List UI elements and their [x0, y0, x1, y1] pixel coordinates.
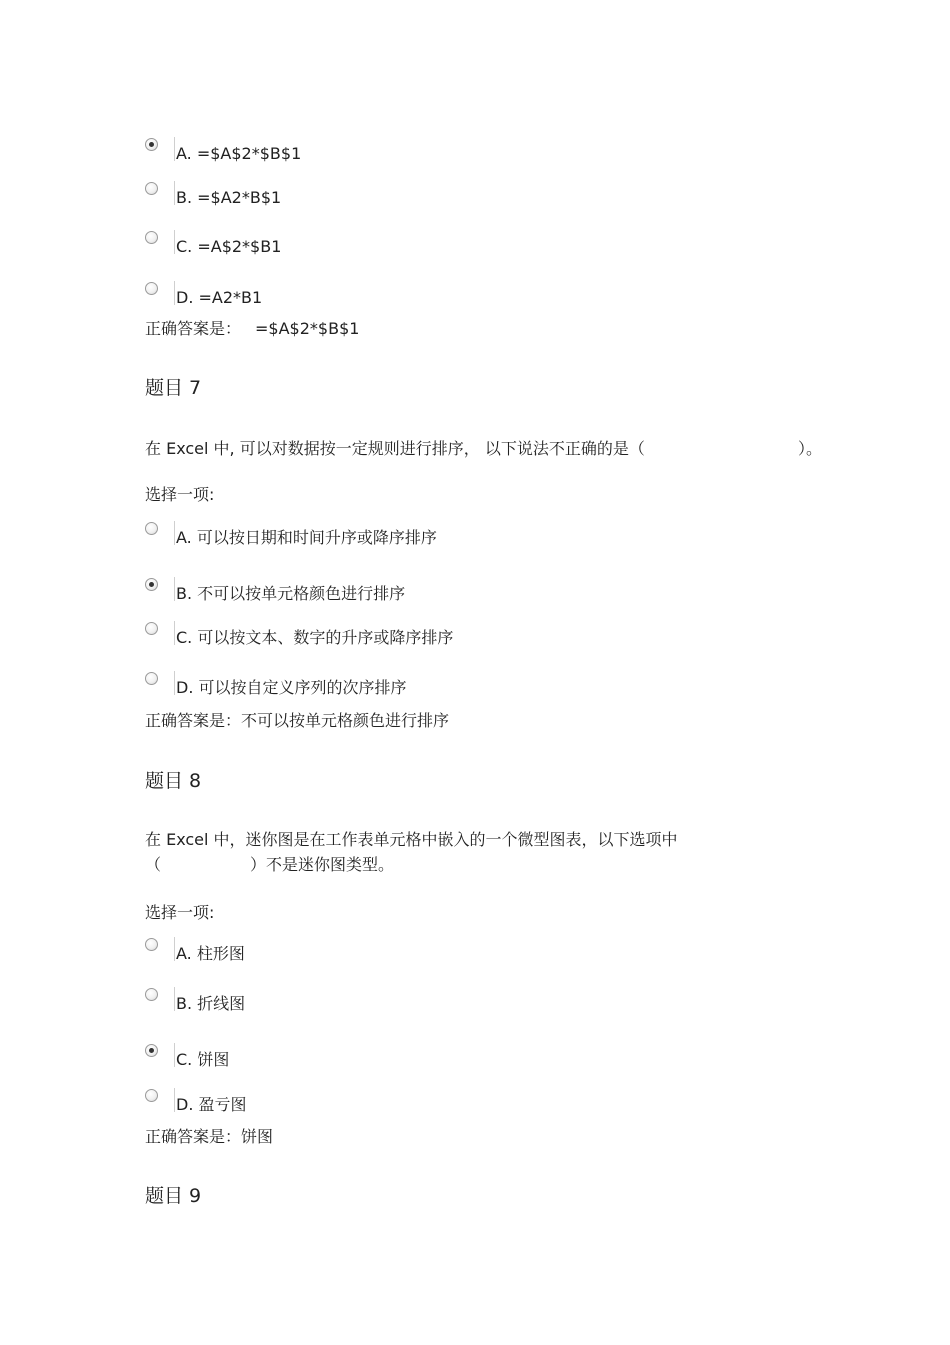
radio-icon[interactable] — [145, 522, 158, 535]
divider — [174, 1043, 175, 1067]
option-label: A. 可以按日期和时间升序或降序排序 — [176, 528, 437, 547]
option-label: C. 可以按文本、数字的升序或降序排序 — [176, 628, 454, 647]
option-label: A. =$A$2*$B$1 — [176, 144, 302, 163]
q7-question: 在 Excel 中, 可以对数据按一定规则进行排序， 以下说法不正确的是（ — [145, 439, 645, 458]
q7-title: 题目 7 — [145, 377, 202, 399]
option-label: A. 柱形图 — [176, 944, 245, 963]
divider — [174, 521, 175, 545]
divider — [174, 577, 175, 601]
divider — [174, 937, 175, 961]
radio-icon[interactable] — [145, 938, 158, 951]
option-label: C. =A$2*$B1 — [176, 237, 282, 256]
radio-icon[interactable] — [145, 672, 158, 685]
q9-title: 题目 9 — [145, 1185, 202, 1207]
divider — [174, 230, 175, 254]
q8-question-line2-rest: ）不是迷你图类型。 — [250, 855, 395, 874]
radio-icon[interactable] — [145, 231, 158, 244]
answer-label: 正确答案是： — [145, 319, 242, 338]
option-label: D. =A2*B1 — [176, 288, 263, 307]
radio-selected-icon[interactable] — [145, 138, 158, 151]
radio-selected-icon[interactable] — [145, 1044, 158, 1057]
q7-correct-answer: 正确答案是：不可以按单元格颜色进行排序 — [145, 711, 450, 730]
q7-question-end: ）。 — [798, 439, 823, 458]
radio-icon[interactable] — [145, 1089, 158, 1102]
divider — [174, 671, 175, 695]
q7-prompt: 选择一项: — [145, 485, 215, 504]
q8-question-line2-open: （ — [145, 855, 162, 874]
divider — [174, 137, 175, 161]
q8-prompt: 选择一项: — [145, 903, 215, 922]
option-label: D. 可以按自定义序列的次序排序 — [176, 678, 407, 697]
option-label: B. =$A2*B$1 — [176, 188, 282, 207]
radio-icon[interactable] — [145, 988, 158, 1001]
radio-icon[interactable] — [145, 282, 158, 295]
divider — [174, 181, 175, 205]
q8-title: 题目 8 — [145, 770, 202, 792]
radio-icon[interactable] — [145, 182, 158, 195]
radio-icon[interactable] — [145, 622, 158, 635]
option-label: B. 不可以按单元格颜色进行排序 — [176, 584, 406, 603]
answer-value: =$A$2*$B$1 — [255, 319, 360, 338]
q8-question-line1: 在 Excel 中，迷你图是在工作表单元格中嵌入的一个微型图表，以下选项中 — [145, 830, 678, 849]
divider — [174, 621, 175, 645]
divider — [174, 987, 175, 1011]
option-label: B. 折线图 — [176, 994, 246, 1013]
option-label: D. 盈亏图 — [176, 1095, 247, 1114]
option-label: C. 饼图 — [176, 1050, 230, 1069]
q8-correct-answer: 正确答案是：饼图 — [145, 1127, 274, 1146]
divider — [174, 281, 175, 305]
divider — [174, 1088, 175, 1112]
q6-correct-answer — [145, 319, 359, 339]
radio-selected-icon[interactable] — [145, 578, 158, 591]
